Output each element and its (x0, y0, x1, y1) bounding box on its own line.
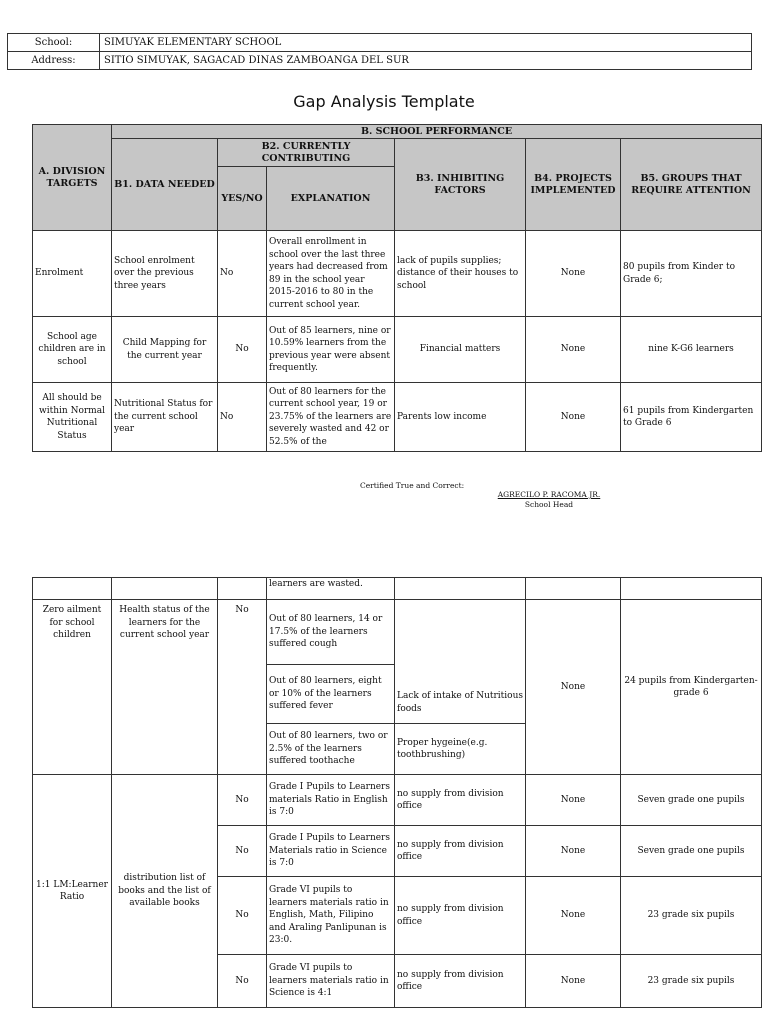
yes-no-cell: No (218, 826, 267, 877)
empty-cell (218, 578, 267, 600)
inhibiting-cell: Lack of intake of Nutritious foods (395, 600, 526, 724)
school-info-table (7, 33, 752, 70)
yes-no-cell: No (218, 955, 267, 1008)
projects-cell: None (526, 775, 621, 826)
target-cell: Enrolment (33, 231, 112, 317)
data-needed-cell: distribution list of books and the list of available books (112, 775, 218, 1008)
table-row (33, 578, 762, 600)
gap-analysis-table-continued (32, 577, 762, 1008)
col-division-targets: A. DIVISION TARGETS (33, 125, 112, 231)
col-groups-attention: B5. GROUPS THAT REQUIRE ATTENTION (621, 139, 762, 231)
inhibiting-cell: lack of pupils supplies; distance of their houses to school (395, 231, 526, 317)
col-inhibiting-factors: B3. INHIBITING FACTORS (395, 139, 526, 231)
empty-cell (33, 578, 112, 600)
target-cell: All should be within Normal Nutritional Status (33, 383, 112, 452)
table-row (33, 775, 762, 826)
explanation-cell: Out of 80 learners for the current school year, 19 or 23.75% of the learners are severely wasted and 42 or 52.5% of the (267, 383, 395, 452)
page-title: Gap Analysis Template (293, 92, 475, 111)
col-projects-implemented: B4. PROJECTS IMPLEMENTED (526, 139, 621, 231)
groups-cell: 23 grade six pupils (621, 877, 762, 955)
school-label: School: (8, 34, 100, 52)
inhibiting-cell: Financial matters (395, 317, 526, 383)
target-cell: 1:1 LM:Learner Ratio (33, 775, 112, 1008)
explanation-cell: learners are wasted. (267, 578, 395, 600)
groups-cell: Seven grade one pupils (621, 826, 762, 877)
explanation-cell: Grade VI pupils to learners materials ratio in English, Math, Filipino and Araling Panlipunan is 23:0. (267, 877, 395, 955)
gap-analysis-table (32, 124, 762, 452)
explanation-cell: Out of 85 learners, nine or 10.59% learners from the previous year were absent frequently. (267, 317, 395, 383)
explanation-cell: Grade I Pupils to Learners materials Ratio in English is 7:0 (267, 775, 395, 826)
address-label: Address: (8, 52, 100, 70)
inhibiting-cell: Parents low income (395, 383, 526, 452)
groups-cell: 23 grade six pupils (621, 955, 762, 1008)
groups-cell: 24 pupils from Kindergarten-grade 6 (621, 600, 762, 775)
explanation-cell: Out of 80 learners, eight or 10% of the learners suffered fever (267, 665, 395, 724)
inhibiting-cell: Proper hygeine(e.g. toothbrushing) (395, 724, 526, 775)
empty-cell (112, 578, 218, 600)
table-row (33, 383, 762, 452)
inhibiting-cell: no supply from division office (395, 775, 526, 826)
data-needed-cell: Nutritional Status for the current school year (112, 383, 218, 452)
table-row (33, 317, 762, 383)
inhibiting-cell: no supply from division office (395, 826, 526, 877)
col-currently-contributing: B2. CURRENTLY CONTRIBUTING (218, 139, 395, 167)
yes-no-cell: No (218, 383, 267, 452)
yes-no-cell: No (218, 600, 267, 775)
table-row (33, 231, 762, 317)
empty-cell (526, 578, 621, 600)
data-needed-cell: School enrolment over the previous three years (112, 231, 218, 317)
projects-cell: None (526, 955, 621, 1008)
school-value: SIMUYAK ELEMENTARY SCHOOL (100, 34, 752, 52)
yes-no-cell: No (218, 877, 267, 955)
col-data-needed: B1. DATA NEEDED (112, 139, 218, 231)
projects-cell: None (526, 826, 621, 877)
data-needed-cell: Child Mapping for the current year (112, 317, 218, 383)
yes-no-cell: No (218, 231, 267, 317)
projects-cell: None (526, 317, 621, 383)
groups-cell: Seven grade one pupils (621, 775, 762, 826)
target-cell: School age children are in school (33, 317, 112, 383)
col-yes-no: YES/NO (218, 167, 267, 231)
groups-cell: 80 pupils from Kinder to Grade 6; (621, 231, 762, 317)
yes-no-cell: No (218, 317, 267, 383)
explanation-cell: Overall enrollment in school over the last three years had decreased from 89 in the school year 2015-2016 to 80 in the current school year. (267, 231, 395, 317)
projects-cell: None (526, 231, 621, 317)
data-needed-cell: Health status of the learners for the current school year (112, 600, 218, 775)
explanation-cell: Grade I Pupils to Learners Materials ratio in Science is 7:0 (267, 826, 395, 877)
yes-no-cell: No (218, 775, 267, 826)
signatory-name: AGRECILO P. RACOMA JR. (497, 490, 601, 499)
target-cell: Zero ailment for school children (33, 600, 112, 775)
groups-cell: nine K-G6 learners (621, 317, 762, 383)
explanation-cell: Grade VI pupils to learners materials ratio in Science is 4:1 (267, 955, 395, 1008)
inhibiting-cell: no supply from division office (395, 877, 526, 955)
table-row (33, 600, 762, 665)
groups-cell: 61 pupils from Kindergarten to Grade 6 (621, 383, 762, 452)
signatory-role: School Head (524, 500, 574, 509)
col-school-performance: B. SCHOOL PERFORMANCE (112, 125, 762, 139)
projects-cell: None (526, 383, 621, 452)
empty-cell (621, 578, 762, 600)
inhibiting-cell: no supply from division office (395, 955, 526, 1008)
explanation-cell: Out of 80 learners, 14 or 17.5% of the learners suffered cough (267, 600, 395, 665)
empty-cell (395, 578, 526, 600)
projects-cell: None (526, 877, 621, 955)
col-explanation: EXPLANATION (267, 167, 395, 231)
address-value: SITIO SIMUYAK, SAGACAD DINAS ZAMBOANGA DEL SUR (100, 52, 752, 70)
explanation-cell: Out of 80 learners, two or 2.5% of the learners suffered toothache (267, 724, 395, 775)
projects-cell: None (526, 600, 621, 775)
certification-text: Certified True and Correct: (360, 481, 465, 490)
